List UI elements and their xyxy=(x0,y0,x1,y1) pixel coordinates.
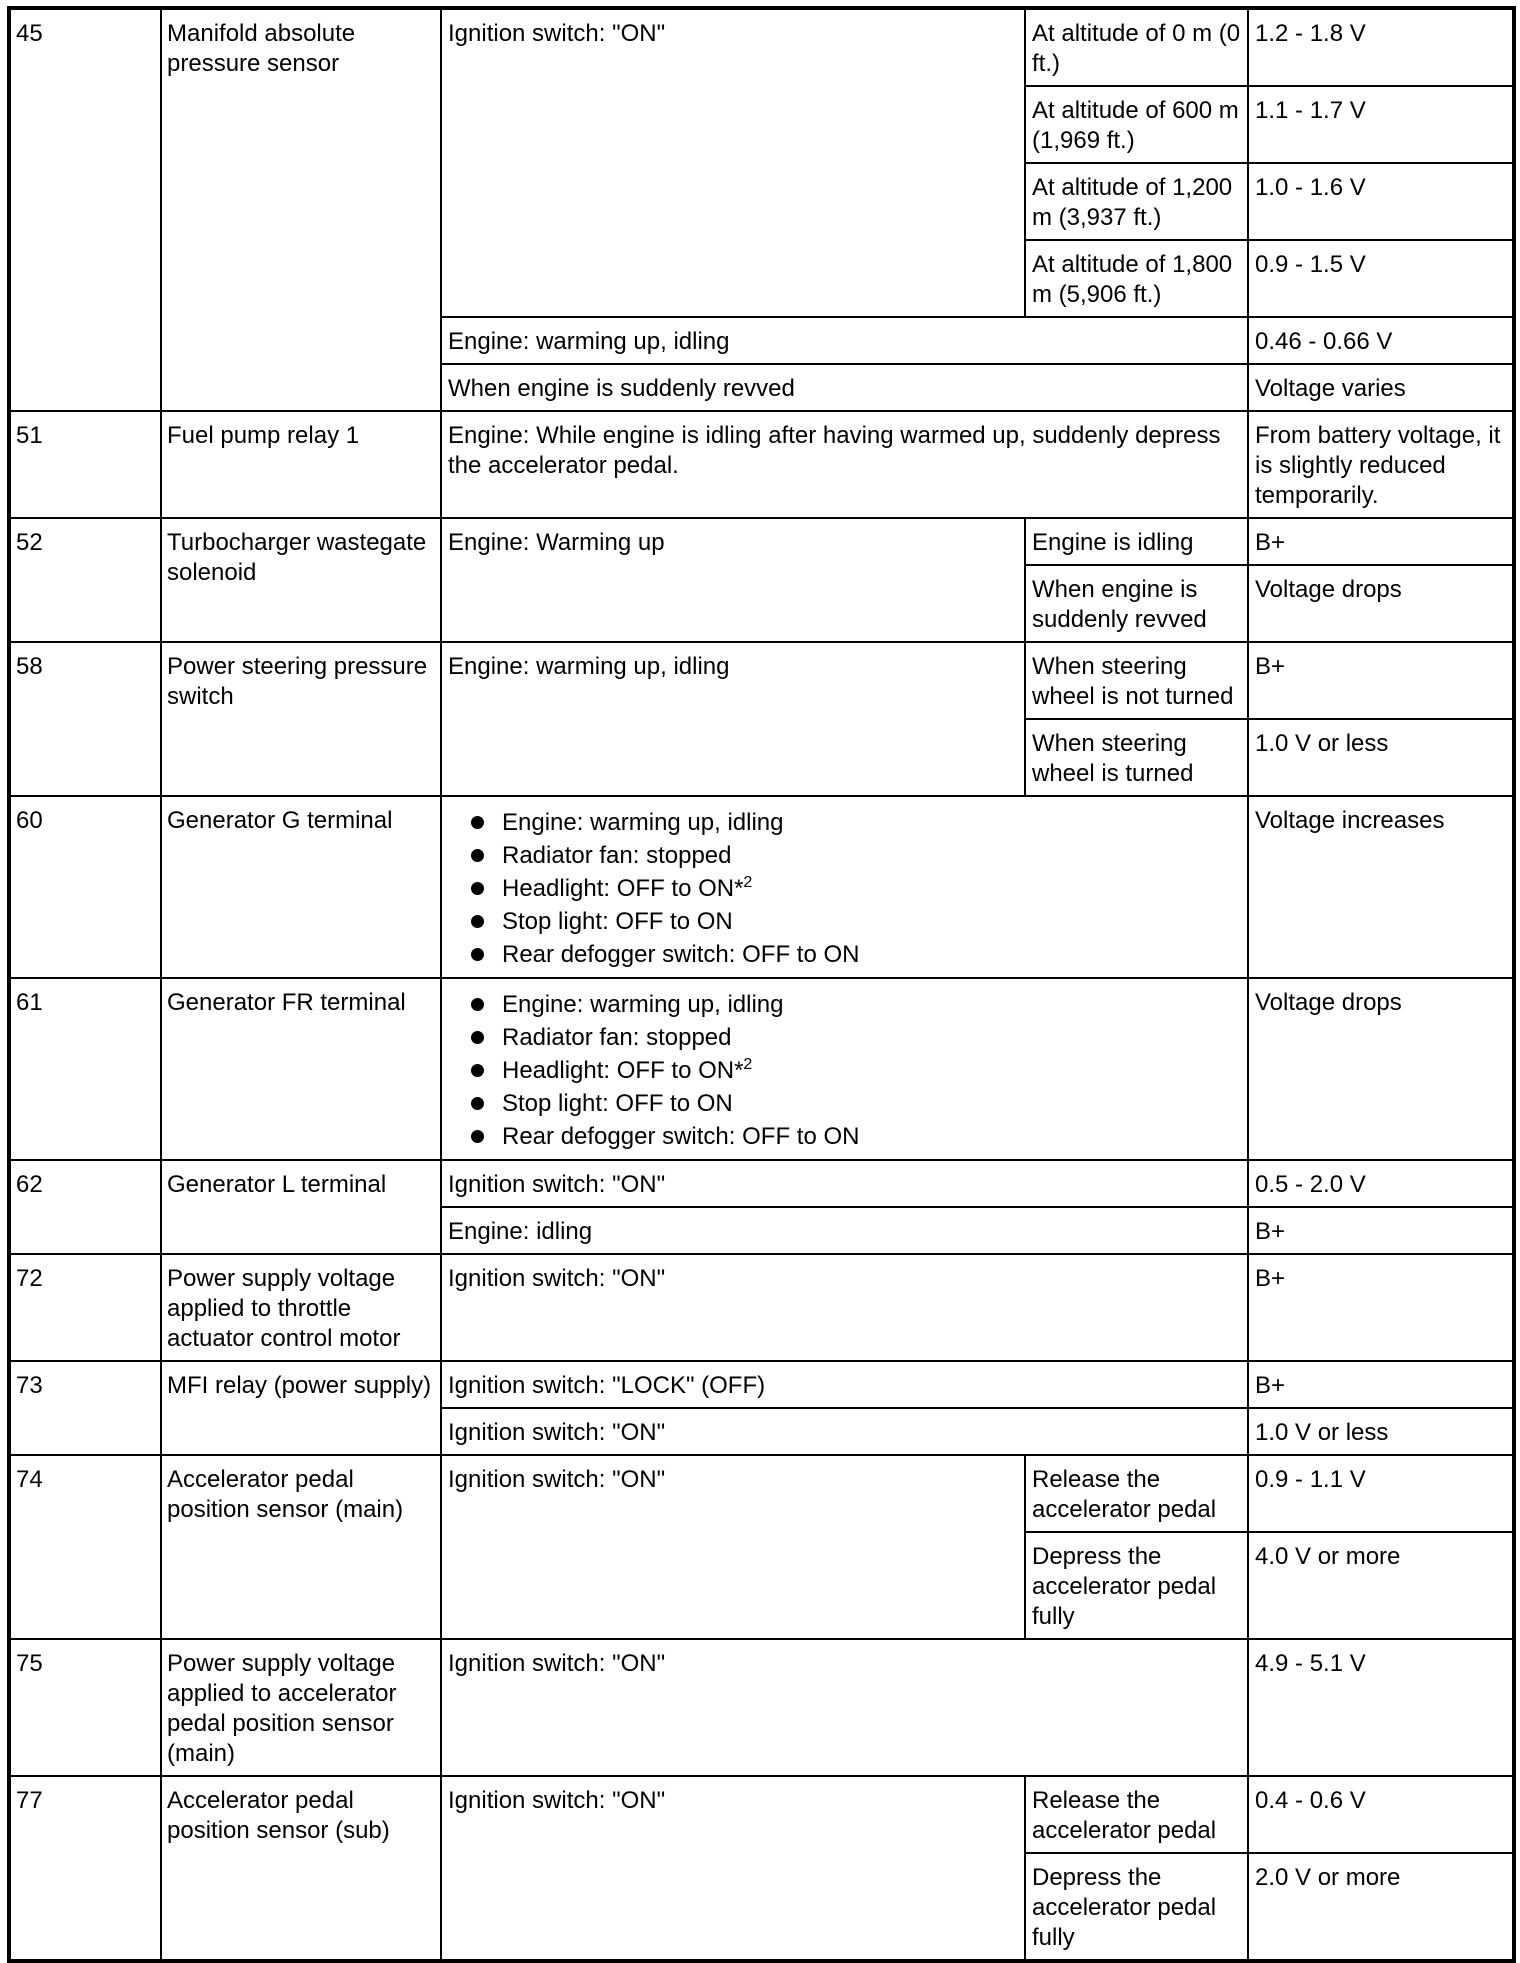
terminal-number: 52 xyxy=(9,518,161,642)
check-condition: Ignition switch: "LOCK" (OFF) xyxy=(441,1361,1248,1408)
sub-condition: Depress the accelerator pedal fully xyxy=(1025,1853,1248,1961)
normal-condition-value: 1.2 - 1.8 V xyxy=(1248,8,1514,86)
normal-condition-value: Voltage drops xyxy=(1248,565,1514,642)
check-item: Generator L terminal xyxy=(161,1160,441,1254)
sub-condition: At altitude of 1,800 m (5,906 ft.) xyxy=(1025,240,1248,317)
terminal-number: 45 xyxy=(9,8,161,411)
sub-condition: Release the accelerator pedal xyxy=(1025,1455,1248,1532)
table-row xyxy=(9,1254,1514,1361)
table-row xyxy=(9,1160,1514,1207)
table-row xyxy=(9,796,1514,978)
normal-condition-value: From battery voltage, it is slightly reduced temporarily. xyxy=(1248,411,1514,518)
terminal-number: 73 xyxy=(9,1361,161,1455)
bullet-list xyxy=(448,988,1242,1153)
normal-condition-value: 1.1 - 1.7 V xyxy=(1248,86,1514,163)
normal-condition-value: 2.0 V or more xyxy=(1248,1853,1514,1961)
normal-condition-value: B+ xyxy=(1248,518,1514,565)
check-item: Power supply voltage applied to accelerator pedal position sensor (main) xyxy=(161,1639,441,1776)
list-item-text: Headlight: OFF to ON* xyxy=(502,875,744,902)
normal-condition-value: 0.46 - 0.66 V xyxy=(1248,317,1514,364)
list-item: Radiator fan: stopped xyxy=(470,1021,1242,1054)
normal-condition-value: B+ xyxy=(1248,1361,1514,1408)
terminal-number: 61 xyxy=(9,978,161,1160)
normal-condition-value: 1.0 V or less xyxy=(1248,1408,1514,1455)
check-item: Manifold absolute pressure sensor xyxy=(161,8,441,411)
check-item: Accelerator pedal position sensor (main) xyxy=(161,1455,441,1639)
terminal-number: 58 xyxy=(9,642,161,796)
check-condition: Engine: Warming up xyxy=(441,518,1025,642)
check-condition-list xyxy=(441,796,1248,978)
sub-condition: At altitude of 0 m (0 ft.) xyxy=(1025,8,1248,86)
terminal-number: 77 xyxy=(9,1776,161,1961)
normal-condition-value: 0.4 - 0.6 V xyxy=(1248,1776,1514,1853)
check-condition: Ignition switch: "ON" xyxy=(441,1639,1248,1776)
normal-condition-value: Voltage varies xyxy=(1248,364,1514,411)
check-condition: Ignition switch: "ON" xyxy=(441,1455,1025,1639)
normal-condition-value: 1.0 - 1.6 V xyxy=(1248,163,1514,240)
normal-condition-value: 4.9 - 5.1 V xyxy=(1248,1639,1514,1776)
table-row xyxy=(9,518,1514,565)
normal-condition-value: 1.0 V or less xyxy=(1248,719,1514,796)
normal-condition-value: 0.5 - 2.0 V xyxy=(1248,1160,1514,1207)
sub-condition: When engine is suddenly revved xyxy=(1025,565,1248,642)
check-item: Power steering pressure switch xyxy=(161,642,441,796)
check-condition: Engine: warming up, idling xyxy=(441,317,1248,364)
normal-condition-value: B+ xyxy=(1248,1207,1514,1254)
sub-condition: Depress the accelerator pedal fully xyxy=(1025,1532,1248,1639)
list-item: Radiator fan: stopped xyxy=(470,839,1242,872)
terminal-number: 75 xyxy=(9,1639,161,1776)
table-row xyxy=(9,1639,1514,1776)
normal-condition-value: B+ xyxy=(1248,642,1514,719)
normal-condition-value: Voltage drops xyxy=(1248,978,1514,1160)
check-condition: Engine: warming up, idling xyxy=(441,642,1025,796)
check-condition-list xyxy=(441,978,1248,1160)
bullet-list xyxy=(448,806,1242,971)
list-item: Rear defogger switch: OFF to ON xyxy=(470,1120,1242,1153)
table-row xyxy=(9,1455,1514,1532)
normal-condition-value: 0.9 - 1.1 V xyxy=(1248,1455,1514,1532)
list-item: Engine: warming up, idling xyxy=(470,988,1242,1021)
sub-condition: When steering wheel is turned xyxy=(1025,719,1248,796)
check-item: MFI relay (power supply) xyxy=(161,1361,441,1455)
check-condition: Ignition switch: "ON" xyxy=(441,1254,1248,1361)
table-row xyxy=(9,8,1514,86)
terminal-number: 72 xyxy=(9,1254,161,1361)
check-condition: When engine is suddenly revved xyxy=(441,364,1248,411)
check-item: Fuel pump relay 1 xyxy=(161,411,441,518)
table-row xyxy=(9,642,1514,719)
terminal-number: 60 xyxy=(9,796,161,978)
check-condition: Ignition switch: "ON" xyxy=(441,1408,1248,1455)
terminal-number: 62 xyxy=(9,1160,161,1254)
table-row xyxy=(9,1361,1514,1408)
footnote-mark: 2 xyxy=(743,874,753,891)
check-item: Generator G terminal xyxy=(161,796,441,978)
normal-condition-value: 4.0 V or more xyxy=(1248,1532,1514,1639)
check-item: Accelerator pedal position sensor (sub) xyxy=(161,1776,441,1961)
list-item xyxy=(470,872,1242,905)
sub-condition: When steering wheel is not turned xyxy=(1025,642,1248,719)
check-condition: Engine: While engine is idling after having warmed up, suddenly depress the accelerator pedal. xyxy=(441,411,1248,518)
footnote-mark: 2 xyxy=(743,1056,753,1073)
normal-condition-value: B+ xyxy=(1248,1254,1514,1361)
check-condition: Ignition switch: "ON" xyxy=(441,8,1025,317)
list-item: Rear defogger switch: OFF to ON xyxy=(470,938,1242,971)
check-item: Power supply voltage applied to throttle actuator control motor xyxy=(161,1254,441,1361)
check-condition: Ignition switch: "ON" xyxy=(441,1160,1248,1207)
terminal-number: 74 xyxy=(9,1455,161,1639)
list-item: Stop light: OFF to ON xyxy=(470,1087,1242,1120)
normal-condition-value: 0.9 - 1.5 V xyxy=(1248,240,1514,317)
list-item: Stop light: OFF to ON xyxy=(470,905,1242,938)
list-item xyxy=(470,1054,1242,1087)
check-item: Turbocharger wastegate solenoid xyxy=(161,518,441,642)
table-row xyxy=(9,1776,1514,1853)
sub-condition: Release the accelerator pedal xyxy=(1025,1776,1248,1853)
table-row xyxy=(9,411,1514,518)
table-row xyxy=(9,978,1514,1160)
check-item: Generator FR terminal xyxy=(161,978,441,1160)
check-condition: Ignition switch: "ON" xyxy=(441,1776,1025,1961)
normal-condition-value: Voltage increases xyxy=(1248,796,1514,978)
list-item: Engine: warming up, idling xyxy=(470,806,1242,839)
sub-condition: Engine is idling xyxy=(1025,518,1248,565)
check-condition: Engine: idling xyxy=(441,1207,1248,1254)
terminal-voltage-table xyxy=(7,6,1516,1963)
sub-condition: At altitude of 600 m (1,969 ft.) xyxy=(1025,86,1248,163)
list-item-text: Headlight: OFF to ON* xyxy=(502,1057,744,1084)
terminal-number: 51 xyxy=(9,411,161,518)
sub-condition: At altitude of 1,200 m (3,937 ft.) xyxy=(1025,163,1248,240)
